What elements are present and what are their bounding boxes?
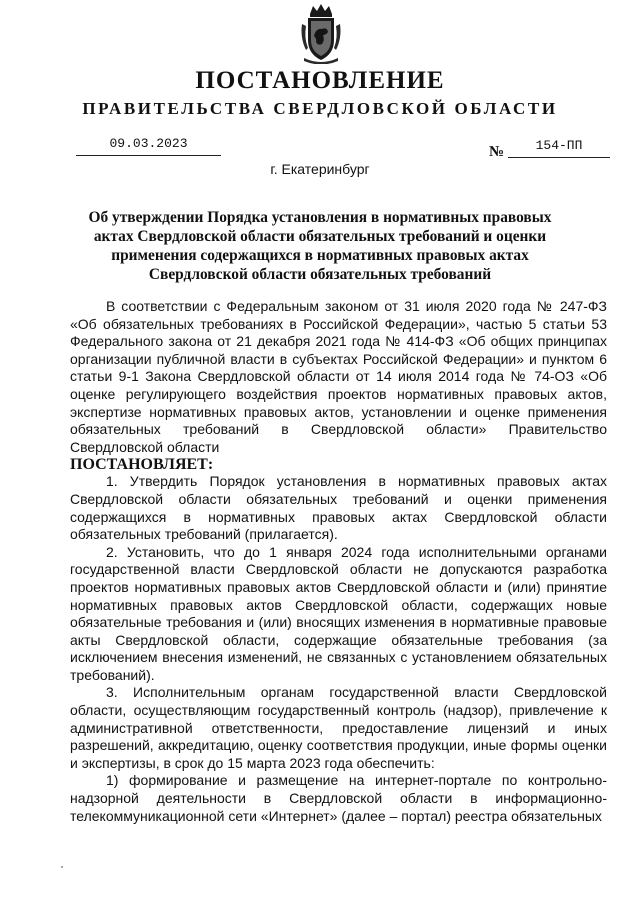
item-paragraph-4: 1) формирование и размещение на интернет-портале по контрольно-надзорной деятельности в Свердловской области в информационно-телекоммуникационной сети «Интернет» (далее – портал) реестра обязательных (70, 772, 607, 824)
document-date: 09.03.2023 (109, 136, 188, 151)
city: г. Екатеринбург (270, 161, 370, 177)
preamble-paragraph: В соответствии с Федеральным законом от 31 июля 2020 года № 247-ФЗ «Об обязательных требованиях в Российской Федерации», частью 5 статьи 53 Федерального закона от 21 декабря 2021 года № 414-ФЗ «Об общих принципах организации публичной власти в субъектах Российской Федерации» и пунктом 6 статьи 9-1 Закона Свердловской области от 14 июля 2014 года № 74-ОЗ «Об оценке регулирующего воздействия проектов нормативных правовых актов, экспертизе нормативных правовых актов, установлении и оценке применения обязательных требований в Свердловской области» Правительство Свердловской области (70, 298, 607, 455)
document-number: 154-ПП (535, 138, 583, 153)
item-paragraph-2: 2. Установить, что до 1 января 2024 года исполнительными органами государственной власти Свердловской области не допускаются разработка проектов нормативных правовых актов Свердловской области и (или) принятие нормативных правовых актов Свердловской области, содержащих новые обязательные требования и (или) вносящих изменения в нормативные правовые акты Свердловской области, содержащие обязательные требования (за исключением внесения изменений, не связанных с установлением обязательных требований). (70, 543, 607, 683)
item-paragraph-3: 3. Исполнительным органам государственной власти Свердловской области, осуществляющим государственный контроль (надзор), привлечение к административной ответственности, предоставление лицензий и иных разрешений, аккредитацию, оценку соответствия продукции, иные формы оценки и экспертизы, в срок до 15 марта 2023 года обеспечить: (70, 684, 607, 771)
number-sign: № (489, 144, 505, 160)
decree-keyword: ПОСТАНОВЛЯЕТ: (70, 456, 214, 474)
document-body (70, 298, 607, 825)
number-underline (508, 157, 610, 158)
issuing-authority: ПРАВИТЕЛЬСТВА СВЕРДЛОВСКОЙ ОБЛАСТИ (82, 99, 558, 118)
date-underline (76, 155, 221, 156)
coat-of-arms-icon (298, 4, 344, 64)
scan-speck (61, 866, 63, 868)
document-type-title: ПОСТАНОВЛЕНИЕ (195, 67, 445, 94)
document-heading: Об утверждении Порядка установления в нормативных правовых актах Свердловской области обязательных требований и оценки применения содержащихся в нормативных правовых актах Свердловской области обязательных требований (88, 209, 552, 283)
item-paragraph-1: 1. Утвердить Порядок установления в нормативных правовых актах Свердловской области обязательных требований и оценки применения содержащихся в нормативных правовых актах Свердловской области обязательных требований (прилагается). (70, 473, 607, 543)
